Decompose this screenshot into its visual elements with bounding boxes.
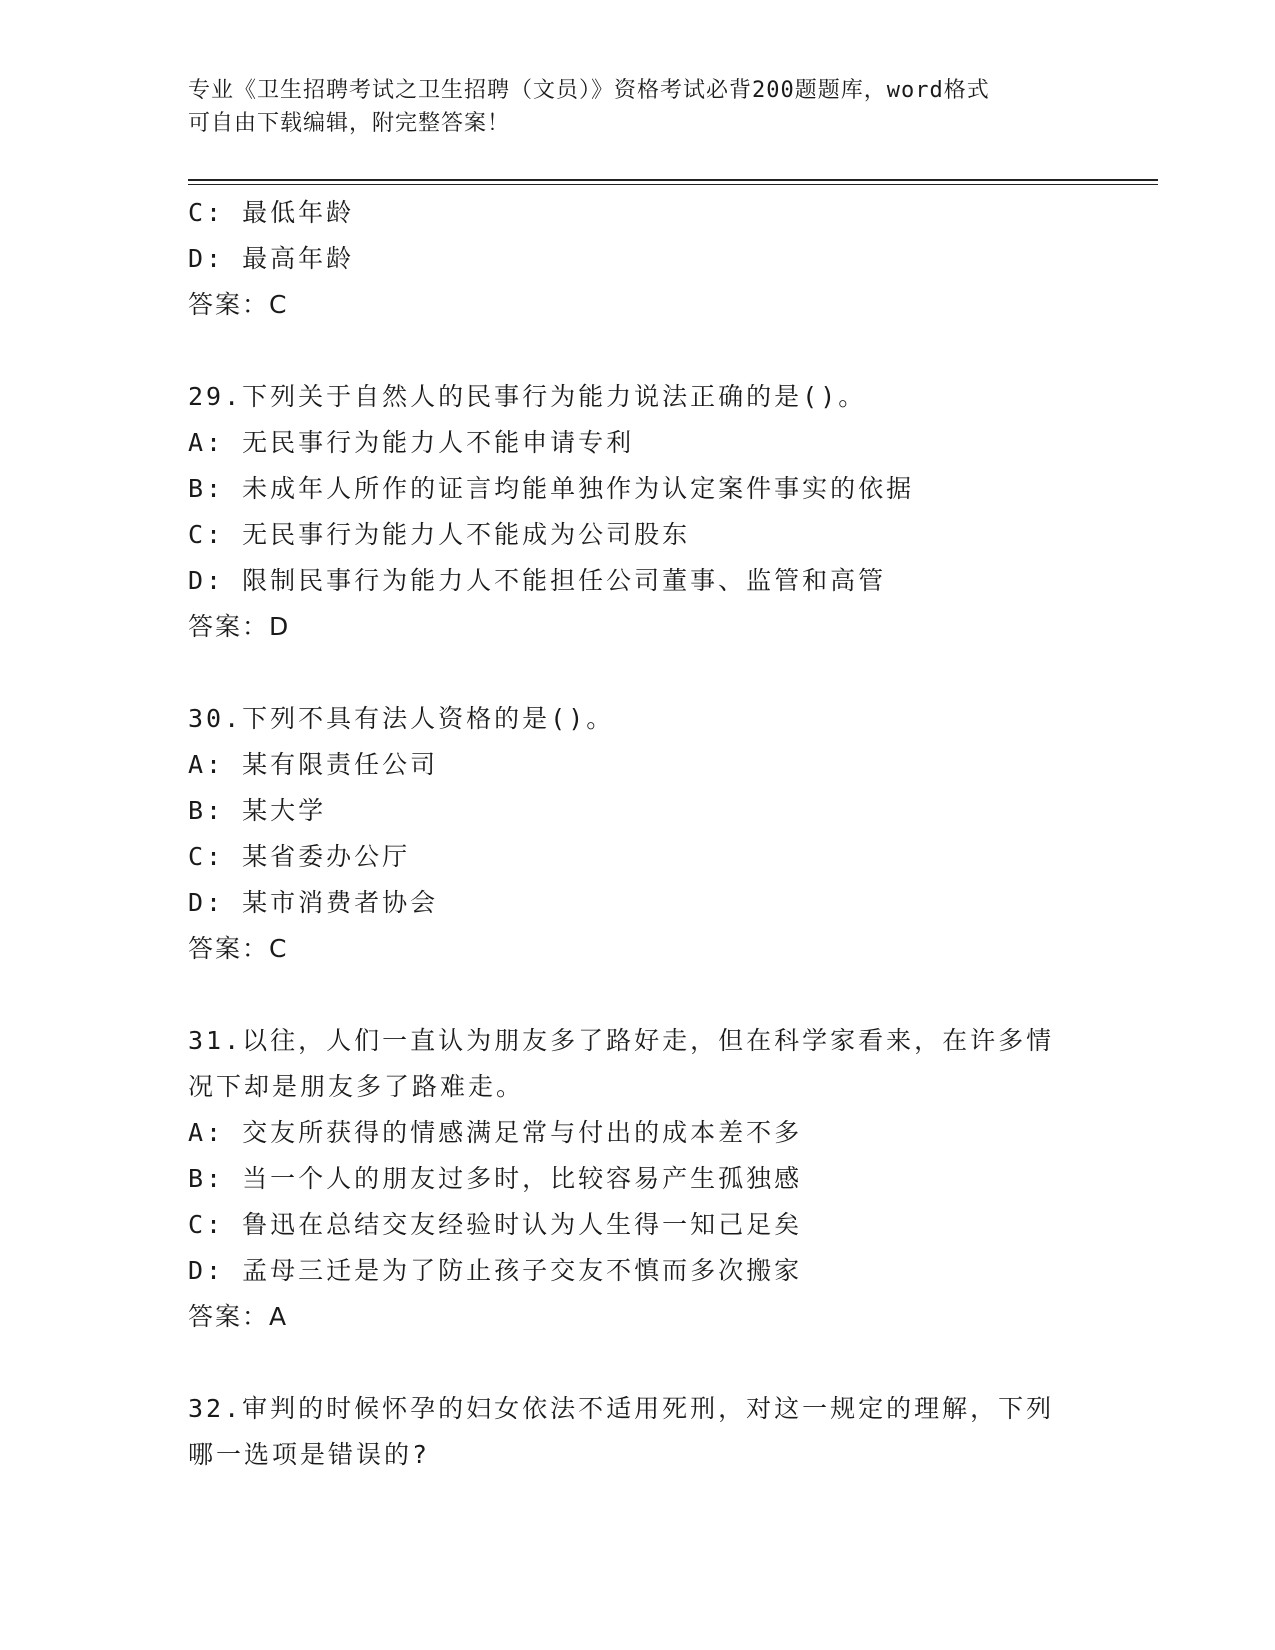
question-text-line-2: 哪一选项是错误的? [188,1440,431,1469]
option-a: A: 交友所获得的情感满足常与付出的成本差不多 [188,1118,803,1147]
option-a: A: 无民事行为能力人不能申请专利 [188,428,635,457]
option-b: B: 某大学 [188,796,327,825]
spacer [188,650,1088,696]
header-line-2: 可自由下载编辑，附完整答案！ [188,111,511,136]
question-text-line-1: 32.审判的时候怀孕的妇女依法不适用死刑，对这一规定的理解，下列 [188,1394,1055,1423]
answer-line: 答案：D [188,612,291,641]
question-list [188,190,1088,1478]
option-d: D: 限制民事行为能力人不能担任公司董事、监管和高管 [188,566,887,595]
option-b: B: 当一个人的朋友过多时，比较容易产生孤独感 [188,1164,803,1193]
question-28-tail [188,190,1088,328]
answer-line: 答案：C [188,934,289,963]
header-divider-thick [188,179,1158,181]
option-b: B: 未成年人所作的证言均能单独作为认定案件事实的依据 [188,474,915,503]
question-31 [188,1018,1088,1340]
option-c: C: 某省委办公厅 [188,842,411,871]
question-text-line-2: 况下却是朋友多了路难走。 [188,1072,525,1101]
question-29 [188,374,1088,650]
option-a: A: 某有限责任公司 [188,750,439,779]
spacer [188,1340,1088,1386]
question-30 [188,696,1088,972]
option-d: D: 最高年龄 [188,244,355,273]
answer-line: 答案：A [188,1302,289,1331]
header-line-1: 专业《卫生招聘考试之卫生招聘（文员）》资格考试必背200题题库，word格式 [188,78,990,103]
question-text: 29.下列关于自然人的民事行为能力说法正确的是()。 [188,382,867,411]
option-d: D: 孟母三迁是为了防止孩子交友不慎而多次搬家 [188,1256,803,1285]
document-header [188,74,1088,140]
option-c: C: 鲁迅在总结交友经验时认为人生得一知己足矣 [188,1210,803,1239]
header-divider-thin [188,184,1158,185]
spacer [188,328,1088,374]
question-text: 30.下列不具有法人资格的是()。 [188,704,615,733]
spacer [188,972,1088,1018]
answer-line: 答案：C [188,290,289,319]
option-d: D: 某市消费者协会 [188,888,439,917]
question-text-line-1: 31.以往，人们一直认为朋友多了路好走，但在科学家看来，在许多情 [188,1026,1055,1055]
question-32 [188,1386,1088,1478]
option-c: C: 最低年龄 [188,198,355,227]
option-c: C: 无民事行为能力人不能成为公司股东 [188,520,691,549]
